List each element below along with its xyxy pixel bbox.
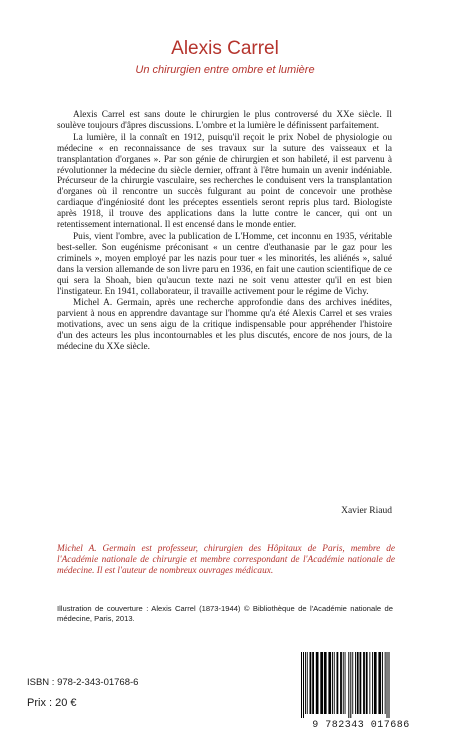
barcode	[291, 648, 431, 736]
paragraph-4: Michel A. Germain, après une recherche approfondie dans des archives inédites, parvient à nous en apprendre davantage sur l'homme qu'a été Alexis Carrel et ses vraies motivations, avec un sens aigu de la critique indispensable pour appréhender l'histoire d'un des acteurs les plus incontournables et les plus discutés, encore de nos jours, de la médecine du XXe siècle.	[57, 298, 392, 353]
paragraph-3: Puis, vient l'ombre, avec la publication de L'Homme, cet inconnu en 1935, véritable best-seller. Son eugénisme préconisant « un centre d'euthanasie par le gaz pour les criminels », moyen employé par les nazis pour tuer « les minorités, les aliénés », salué dans la version allemande de son livre paru en 1936, en fait une caution scientifique de ce qui sera la Shoah, bien qu'aucun texte nazi ne soit venu attester qu'il en est bien l'instigateur. En 1941, collaborateur, il travaille activement pour le régime de Vichy.	[57, 231, 392, 297]
signature: Xavier Riaud	[341, 506, 392, 516]
book-subtitle: Un chirurgien entre ombre et lumière	[135, 64, 315, 76]
barcode-number: 9 782343 017686	[312, 720, 410, 731]
book-title: Alexis Carrel	[171, 38, 279, 59]
isbn: ISBN : 978-2-343-01768-6	[27, 677, 139, 688]
author-bio: Michel A. Germain est professeur, chirurgien des Hôpitaux de Paris, membre de l'Académie nationale de chirurgie et membre correspondant de l'Académie nationale de médecine. Il est l'auteur de nombreux ouvrages médicaux.	[57, 544, 395, 576]
price: Prix : 20 €	[27, 697, 77, 709]
barcode-bars	[297, 652, 425, 718]
back-cover-text	[57, 110, 392, 354]
paragraph-1: Alexis Carrel est sans doute le chirurgien le plus controversé du XXe siècle. Il soulève toujours d'âpres discussions. L'ombre et la lumière le définissent parfaitement.	[57, 110, 392, 131]
illustration-credit: Illustration de couverture : Alexis Carrel (1873-1944) © Bibliothèque de l'Académie nationale de médecine, Paris, 2013.	[57, 604, 393, 623]
paragraph-2: La lumière, il la connaît en 1912, puisqu'il reçoit le prix Nobel de physiologie ou médecine « en reconnaissance de ses travaux sur la suture des vaisseaux et la transplantation d'organes ». Par son génie de chirurgien et son habileté, il est parvenu à révolutionner la médecine du siècle dernier, offrant à l'être humain un avenir indéniable. Précurseur de la chirurgie vasculaire, ses recherches le conduisent vers la transplantation d'organes où il rencontre un succès fulgurant au point de concevoir une prothèse cardiaque d'ingéniosité dont les préceptes essentiels seront repris plus tard. Biologiste après 1918, il trouve des applications dans la lutte contre le cancer, qui ont un retentissement international. Il est encensé dans le monde entier.	[57, 132, 392, 231]
